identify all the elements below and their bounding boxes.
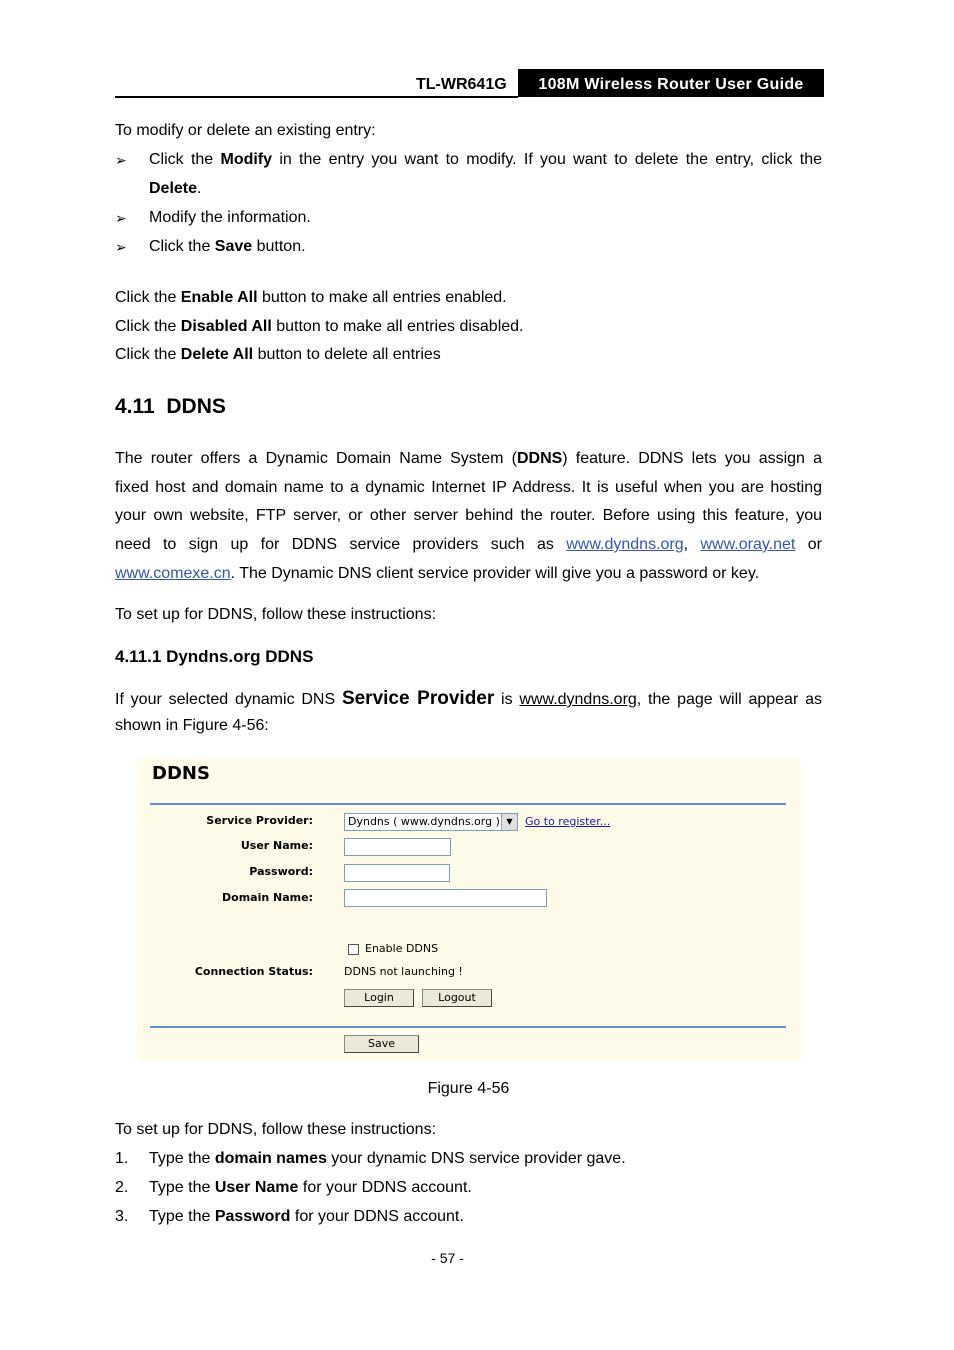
service-provider-select[interactable]: Dyndns ( www.dyndns.org ) ▼ (344, 813, 518, 831)
sub-para-line-2: shown in Figure 4-56: (115, 717, 269, 734)
login-button[interactable]: Login (344, 989, 414, 1007)
label-password: Password: (249, 865, 313, 878)
figure-top-rule (150, 803, 786, 805)
enable-ddns-label: Enable DDNS (365, 942, 439, 955)
enable-all-line: Click the Enable All button to make all entries enabled. (115, 289, 507, 306)
header-rule (115, 96, 518, 98)
link-dyndns[interactable]: www.dyndns.org (566, 536, 684, 553)
label-user-name: User Name: (240, 839, 313, 852)
ddns-para-line-4: need to sign up for DDNS service providers such as www.dyndns.org, www.oray.net or (115, 536, 822, 553)
save-button[interactable]: Save (344, 1035, 419, 1053)
page-number: - 57 - (431, 1250, 464, 1266)
label-domain-name: Domain Name: (222, 891, 313, 904)
logout-button[interactable]: Logout (422, 989, 492, 1007)
user-name-input[interactable] (344, 838, 451, 856)
domain-name-input[interactable] (344, 889, 547, 907)
label-service-provider: Service Provider: (206, 814, 313, 827)
ddns-para-line-2: fixed host and domain name to a dynamic Internet IP Address. It is useful when you are hosting (115, 479, 822, 496)
bullet-1: ➢ (115, 152, 127, 168)
bullet-3-text: Click the Save button. (149, 238, 306, 255)
step-3-text: Type the Password for your DDNS account. (149, 1208, 464, 1225)
step-2-text: Type the User Name for your DDNS account. (149, 1179, 472, 1196)
ddns-para-line-1: The router offers a Dynamic Domain Name System (DDNS) feature. DDNS lets you assign a (115, 450, 822, 467)
bullet-2-text: Modify the information. (149, 209, 311, 226)
ddns-para-line-5: www.comexe.cn. The Dynamic DNS client service provider will give you a password or key. (115, 565, 760, 582)
header-guide-title: 108M Wireless Router User Guide (518, 69, 824, 97)
setup-intro: To set up for DDNS, follow these instructions: (115, 606, 437, 623)
bullet-2: ➢ (115, 210, 127, 226)
connection-status-value: DDNS not launching ! (344, 965, 463, 978)
link-oray[interactable]: www.oray.net (700, 536, 796, 553)
chevron-down-icon[interactable]: ▼ (501, 814, 517, 830)
sub-para-line-1: If your selected dynamic DNS Service Provider is www.dyndns.org, the page will appear as (115, 688, 822, 709)
bullet-1-text-cont: Delete. (149, 180, 202, 197)
label-connection-status: Connection Status: (194, 965, 313, 978)
bullet-3: ➢ (115, 239, 127, 255)
link-comexe[interactable]: www.comexe.cn (115, 565, 231, 582)
figure-title: DDNS (152, 763, 210, 784)
delete-all-line: Click the Delete All button to delete all entries (115, 346, 441, 363)
password-input[interactable] (344, 864, 450, 882)
step-3-number: 3. (115, 1208, 129, 1225)
figure-caption: Figure 4-56 (427, 1080, 510, 1097)
disabled-all-line: Click the Disabled All button to make all entries disabled. (115, 318, 524, 335)
ddns-para-line-3: your own website, FTP server, or other server behind the router. Before using this feature, you (115, 507, 822, 524)
figure-bottom-rule (150, 1026, 786, 1028)
section-heading: 4.11 DDNS (115, 395, 226, 418)
enable-ddns-checkbox[interactable] (348, 944, 359, 955)
steps-intro: To set up for DDNS, follow these instructions: (115, 1121, 437, 1138)
header-model: TL-WR641G (416, 76, 507, 93)
step-1-text: Type the domain names your dynamic DNS service provider gave. (149, 1150, 626, 1167)
step-1-number: 1. (115, 1150, 129, 1167)
go-to-register-link[interactable]: Go to register... (525, 815, 611, 828)
step-2-number: 2. (115, 1179, 129, 1196)
modify-intro: To modify or delete an existing entry: (115, 122, 376, 139)
subsection-heading: 4.11.1 Dyndns.org DDNS (115, 647, 314, 666)
bullet-1-text: Click the Modify in the entry you want to modify. If you want to delete the entry, click the (149, 151, 823, 168)
